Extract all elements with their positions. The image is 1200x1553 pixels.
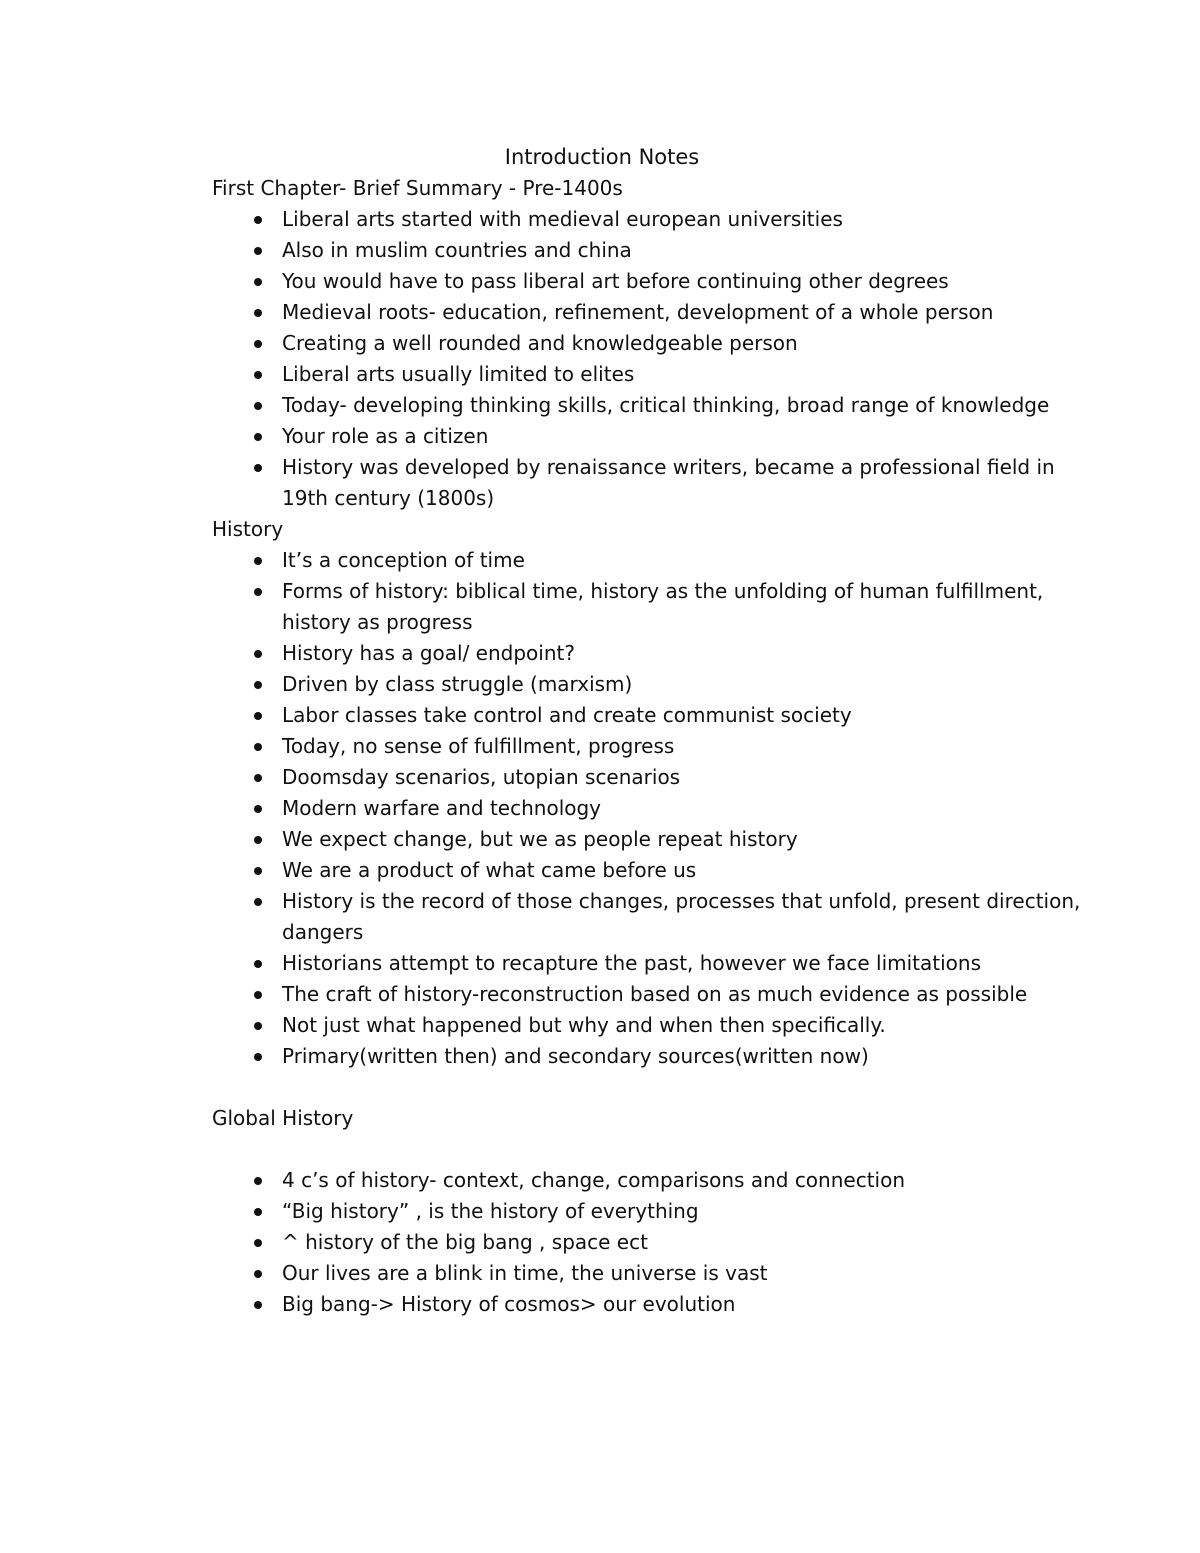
list-item (212, 948, 1092, 979)
list-item (212, 855, 1092, 886)
bullet-icon (254, 433, 262, 441)
list-item-text: Liberal arts usually limited to elites (282, 362, 635, 386)
bullet-icon (254, 650, 262, 658)
page-title: Introduction Notes (504, 145, 700, 169)
list-item-text: Today- developing thinking skills, critical thinking, broad range of knowledge (282, 393, 1050, 417)
list-item-text: Doomsday scenarios, utopian scenarios (282, 765, 681, 789)
list-item-text: Our lives are a blink in time, the universe is vast (282, 1261, 768, 1285)
bullet-icon (254, 588, 262, 596)
bullet-icon (254, 743, 262, 751)
bullet-icon (254, 464, 262, 472)
list-item (212, 669, 1092, 700)
section-heading-history: History (212, 517, 284, 541)
list-item (212, 576, 1092, 638)
bullet-icon (254, 1208, 262, 1216)
list-item-text: Driven by class struggle (marxism) (282, 672, 633, 696)
list-item-text: Primary(written then) and secondary sources(written now) (282, 1044, 869, 1068)
list-item-text: We are a product of what came before us (282, 858, 697, 882)
bullet-icon (254, 898, 262, 906)
bullet-icon (254, 1053, 262, 1061)
bullet-icon (254, 1239, 262, 1247)
bullet-icon (254, 557, 262, 565)
list-item (212, 328, 1092, 359)
list-item (212, 886, 1092, 948)
bullet-icon (254, 960, 262, 968)
list-item-text: Labor classes take control and create communist society (282, 703, 852, 727)
list-item (212, 359, 1092, 390)
list-item-text: Today, no sense of fulfillment, progress (282, 734, 675, 758)
list-item (212, 1196, 1092, 1227)
list-item (212, 452, 1092, 514)
list-item (212, 731, 1092, 762)
list-item (212, 1227, 1092, 1258)
list-item-text: We expect change, but we as people repeat history (282, 827, 798, 851)
bullet-icon (254, 991, 262, 999)
list-item (212, 421, 1092, 452)
bullet-icon (254, 1177, 262, 1185)
list-item (212, 793, 1092, 824)
list-item-text: History is the record of those changes, processes that unfold, present direction, dangers (282, 889, 1081, 944)
bullet-icon (254, 247, 262, 255)
list-item-text: ^ history of the big bang , space ect (282, 1230, 648, 1254)
list-item (212, 1289, 1092, 1320)
list-item (212, 1258, 1092, 1289)
bullet-icon (254, 216, 262, 224)
list-item-text: It’s a conception of time (282, 548, 525, 572)
bullet-list-first-chapter (212, 204, 1092, 514)
list-item (212, 979, 1092, 1010)
bullet-icon (254, 309, 262, 317)
bullet-icon (254, 340, 262, 348)
list-item-text: History has a goal/ endpoint? (282, 641, 575, 665)
list-item (212, 297, 1092, 328)
list-item-text: You would have to pass liberal art before continuing other degrees (282, 269, 949, 293)
section-heading-global-history: Global History (212, 1106, 354, 1130)
bullet-icon (254, 836, 262, 844)
bullet-icon (254, 681, 262, 689)
list-item-text: History was developed by renaissance writers, became a professional field in 19th century (1800s) (282, 455, 1055, 510)
list-item (212, 762, 1092, 793)
list-item-text: Modern warfare and technology (282, 796, 602, 820)
section-heading-first-chapter: First Chapter- Brief Summary - Pre-1400s (212, 176, 623, 200)
list-item-text: Creating a well rounded and knowledgeable person (282, 331, 798, 355)
list-item (212, 824, 1092, 855)
list-item (212, 1010, 1092, 1041)
list-item-text: Liberal arts started with medieval european universities (282, 207, 843, 231)
document-body (212, 173, 1092, 1320)
list-item-text: Medieval roots- education, refinement, development of a whole person (282, 300, 994, 324)
list-item (212, 390, 1092, 421)
bullet-icon (254, 774, 262, 782)
list-item (212, 1041, 1092, 1072)
list-item-text: Also in muslim countries and china (282, 238, 632, 262)
list-item (212, 700, 1092, 731)
list-item-text: “Big history” , is the history of everything (282, 1199, 699, 1223)
list-item (212, 545, 1092, 576)
list-item (212, 204, 1092, 235)
bullet-list-history (212, 545, 1092, 1072)
bullet-icon (254, 712, 262, 720)
list-item (212, 638, 1092, 669)
bullet-icon (254, 371, 262, 379)
list-item-text: Not just what happened but why and when then specifically. (282, 1013, 886, 1037)
bullet-list-global-history (212, 1165, 1092, 1320)
bullet-icon (254, 402, 262, 410)
bullet-icon (254, 1301, 262, 1309)
bullet-icon (254, 805, 262, 813)
list-item-text: 4 c’s of history- context, change, comparisons and connection (282, 1168, 906, 1192)
bullet-icon (254, 1022, 262, 1030)
bullet-icon (254, 1270, 262, 1278)
list-item-text: Historians attempt to recapture the past, however we face limitations (282, 951, 981, 975)
bullet-icon (254, 278, 262, 286)
list-item-text: Your role as a citizen (282, 424, 489, 448)
list-item-text: The craft of history-reconstruction based on as much evidence as possible (282, 982, 1028, 1006)
list-item (212, 235, 1092, 266)
list-item (212, 266, 1092, 297)
list-item-text: Forms of history: biblical time, history as the unfolding of human fulfillment, history as progress (282, 579, 1044, 634)
bullet-icon (254, 867, 262, 875)
list-item-text: Big bang-> History of cosmos> our evolution (282, 1292, 736, 1316)
list-item (212, 1165, 1092, 1196)
